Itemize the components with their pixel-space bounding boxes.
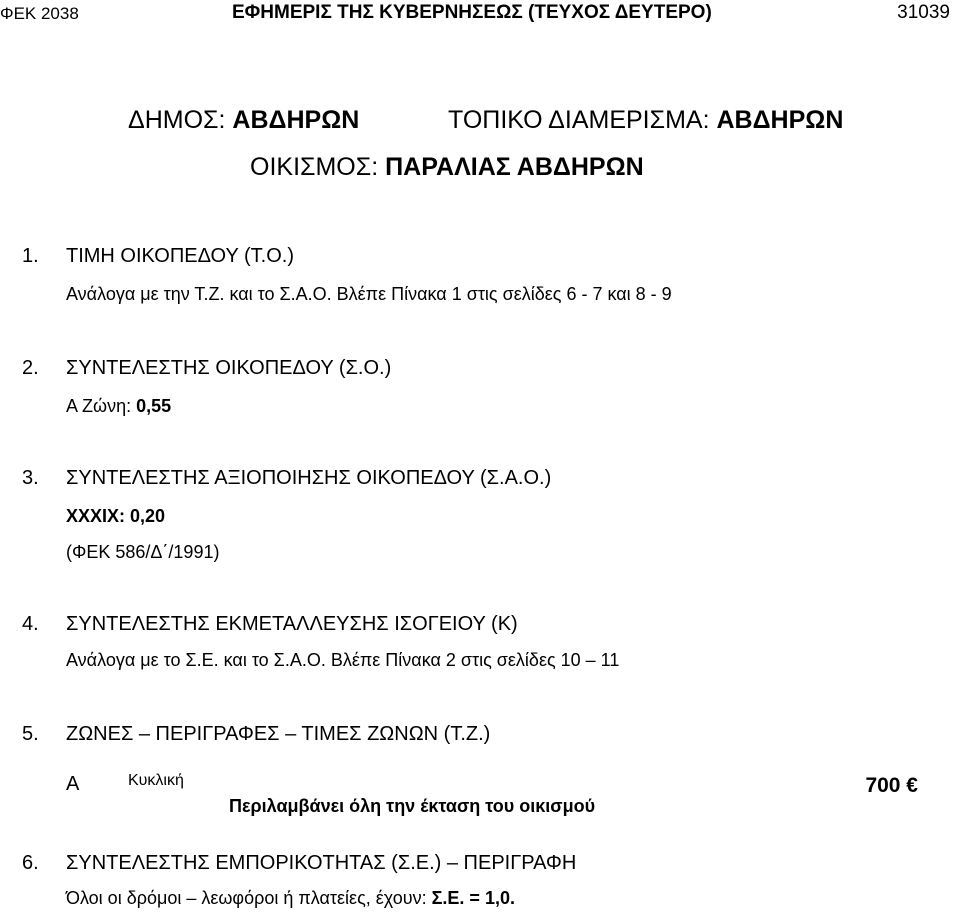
section-3-title: ΣΥΝΤΕΛΕΣΤΗΣ ΑΞΙΟΠΟΙΗΣΗΣ ΟΙΚΟΠΕΔΟΥ (Σ.Α.Ο.)	[66, 467, 552, 489]
section-6-text	[66, 888, 515, 909]
section-2-number: 2.	[22, 357, 39, 379]
zone-description: Περιλαμβάνει όλη την έκταση του οικισμού	[229, 796, 596, 816]
local-district-value: ΑΒΔΗΡΩΝ	[716, 106, 844, 134]
settlement-value: ΠΑΡΑΛΙΑΣ ΑΒΔΗΡΩΝ	[385, 153, 644, 181]
section-3-reference: (ΦΕΚ 586/Δ΄/1991)	[66, 542, 220, 562]
section-3-number: 3.	[22, 467, 39, 489]
section-2-zone	[66, 396, 171, 417]
section-2-zone-value: 0,55	[136, 396, 172, 416]
section-6-number: 6.	[22, 852, 39, 874]
section-4-heading	[22, 613, 518, 636]
section-1-heading	[22, 245, 294, 268]
section-2-heading	[22, 357, 391, 380]
section-6-text-value: Σ.Ε. = 1,0.	[431, 888, 515, 908]
gazette-title: ΕΦΗΜΕΡΙΣ ΤΗΣ ΚΥΒΕΡΝΗΣΕΩΣ (ΤΕΥΧΟΣ ΔΕΥΤΕΡΟ)	[232, 2, 712, 23]
section-4-title: ΣΥΝΤΕΛΕΣΤΗΣ ΕΚΜΕΤΑΛΛΕΥΣΗΣ ΙΣΟΓΕΙΟΥ (Κ)	[66, 613, 518, 635]
municipality	[128, 106, 359, 135]
section-2-zone-label: Α Ζώνη:	[66, 396, 132, 416]
local-district	[448, 106, 843, 135]
section-4-number: 4.	[22, 613, 39, 635]
section-1-number: 1.	[22, 245, 39, 267]
section-3-heading	[22, 467, 551, 490]
section-5-title: ΖΩΝΕΣ – ΠΕΡΙΓΡΑΦΕΣ – ΤΙΜΕΣ ΖΩΝΩΝ (Τ.Ζ.)	[66, 723, 491, 745]
local-district-label: ΤΟΠΙΚΟ ΔΙΑΜΕΡΙΣΜΑ:	[448, 106, 710, 134]
section-6-text-prefix: Όλοι οι δρόμοι – λεωφόροι ή πλατείες, έχουν:	[66, 888, 427, 908]
section-3-value: XXXIX: 0,20	[66, 506, 166, 526]
page-number: 31039	[897, 2, 950, 23]
settlement	[250, 153, 644, 182]
settlement-label: ΟΙΚΙΣΜΟΣ:	[250, 153, 379, 181]
gazette-issue: ΦΕΚ 2038	[0, 4, 79, 23]
section-6-title: ΣΥΝΤΕΛΕΣΤΗΣ ΕΜΠΟΡΙΚΟΤΗΤΑΣ (Σ.Ε.) – ΠΕΡΙΓΡΑΦΗ	[66, 852, 577, 874]
section-1-title: ΤΙΜΗ ΟΙΚΟΠΕΔΟΥ (Τ.Ο.)	[66, 245, 295, 267]
section-5-heading	[22, 723, 490, 746]
zone-name: Κυκλική	[128, 772, 184, 789]
section-4-text: Ανάλογα με το Σ.Ε. και το Σ.Α.Ο. Βλέπε Πίνακα 2 στις σελίδες 10 – 11	[66, 650, 620, 670]
municipality-label: ΔΗΜΟΣ:	[128, 106, 226, 134]
section-2-title: ΣΥΝΤΕΛΕΣΤΗΣ ΟΙΚΟΠΕΔΟΥ (Σ.Ο.)	[66, 357, 392, 379]
municipality-value: ΑΒΔΗΡΩΝ	[232, 106, 360, 134]
zone-price: 700 €	[865, 774, 918, 797]
zone-letter: Α	[66, 773, 80, 795]
section-1-text: Ανάλογα με την Τ.Ζ. και το Σ.Α.Ο. Βλέπε Πίνακα 1 στις σελίδες 6 - 7 και 8 - 9	[66, 284, 672, 304]
section-5-number: 5.	[22, 723, 39, 745]
section-6-heading	[22, 852, 576, 875]
